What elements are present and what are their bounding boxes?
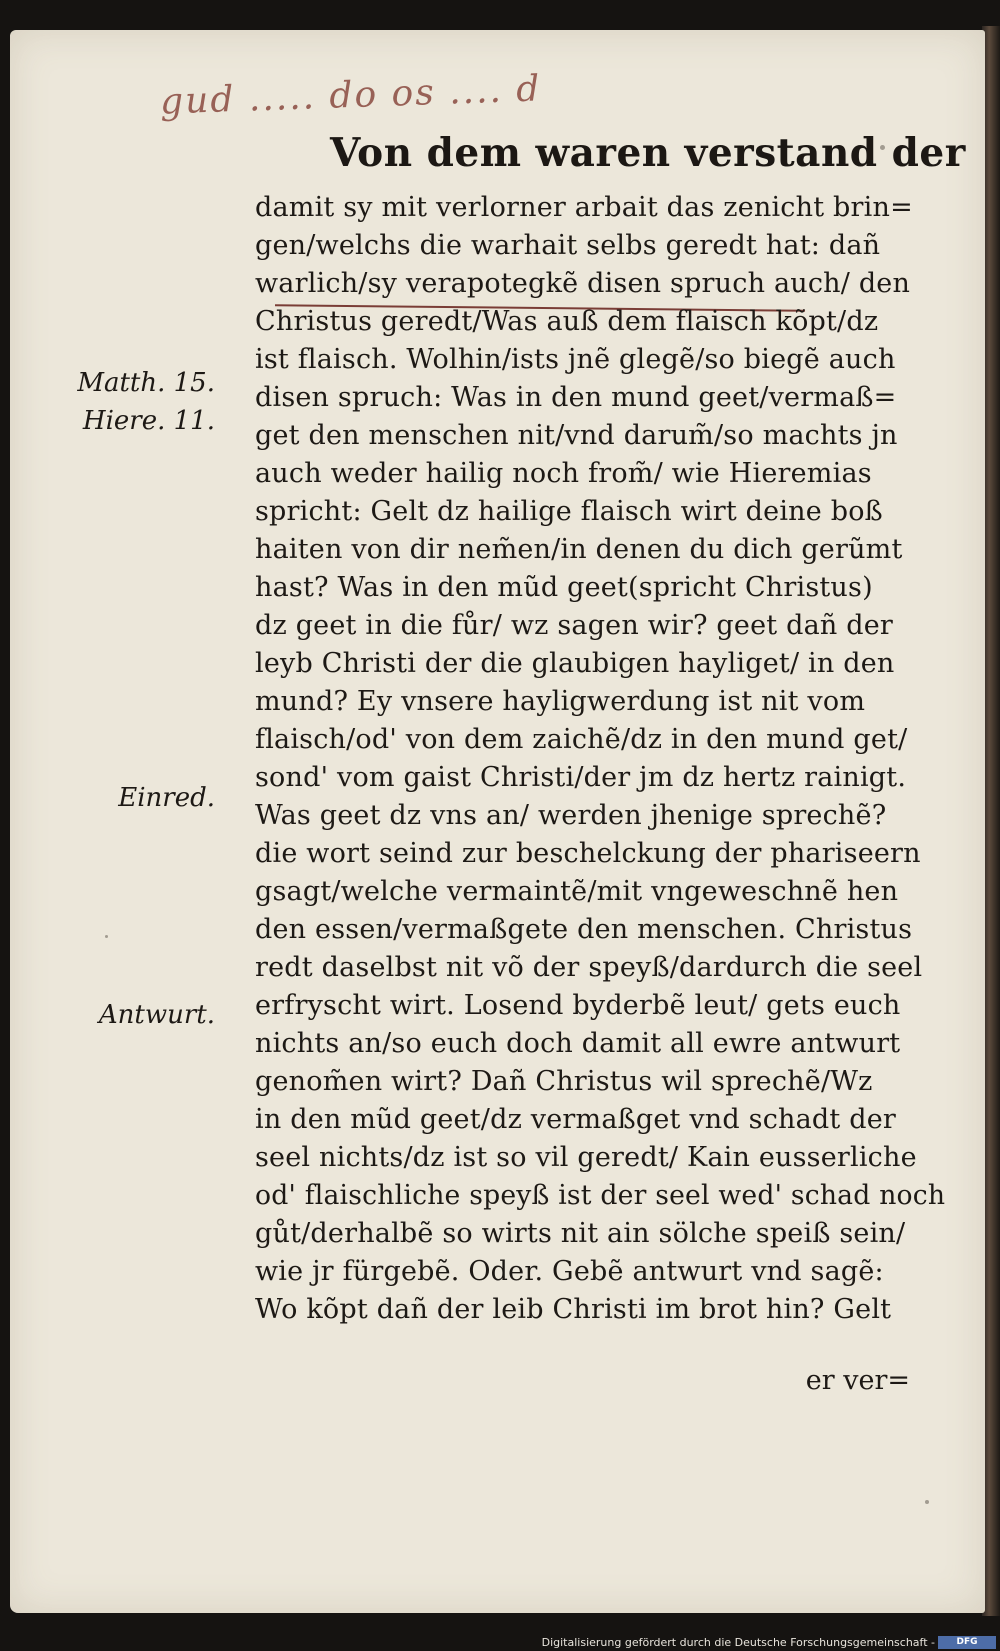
text-line: leyb Christi der die glaubigen hayliget/ in den (255, 648, 895, 679)
paper-speck (880, 145, 885, 150)
text-line: erfryscht wirt. Losend byderbẽ leut/ gets euch (255, 990, 901, 1021)
text-line: den essen/vermaßgete den menschen. Christus (255, 914, 913, 945)
text-line: damit sy mit verlorner arbait das zenicht brin= (255, 192, 913, 223)
text-line: seel nichts/dz ist so vil geredt/ Kain eusserliche (255, 1142, 917, 1173)
text-line: od' flaischliche speyß ist der seel wed' schad noch (255, 1180, 946, 1211)
paper-speck (105, 935, 108, 938)
text-line: die wort seind zur beschelckung der phariseern (255, 838, 921, 869)
marginal-note-hiere: Hiere. 11. (82, 406, 215, 436)
text-line: spricht: Gelt dz hailige flaisch wirt deine boß (255, 496, 883, 527)
text-line: redt daselbst nit võ der speyß/dardurch die seel (255, 952, 923, 983)
text-line: ist flaisch. Wolhin/ists jnẽ glegẽ/so biegẽ auch (255, 344, 896, 375)
text-line: warlich/sy verapotegkẽ disen spruch auch/ den (255, 268, 911, 299)
marginal-note-antwurt: Antwurt. (98, 1000, 215, 1030)
text-line: genom̃en wirt? Dañ Christus wil sprechẽ/Wz (255, 1066, 873, 1097)
footer-credit: Digitalisierung gefördert durch die Deutsche Forschungsgemeinschaft - (541, 1636, 935, 1649)
text-line: Christus geredt/Was auß dem flaisch kõpt/dz (255, 306, 879, 337)
text-line: gen/welchs die warhait selbs geredt hat: dañ (255, 230, 881, 261)
text-line: sond' vom gaist Christi/der jm dz hertz rainigt. (255, 762, 907, 793)
book-page (10, 30, 985, 1613)
text-line: hast? Was in den mũd geet(spricht Christus) (255, 572, 873, 603)
text-line: disen spruch: Was in den mund geet/vermaß= (255, 382, 897, 413)
text-line: get den menschen nit/vnd darum̃/so machts jn (255, 420, 898, 451)
text-line: flaisch/od' von dem zaichẽ/dz in den mund get/ (255, 724, 908, 755)
running-head: Von dem waren verstand der (330, 130, 966, 176)
marginal-note-matth: Matth. 15. (77, 368, 215, 398)
marginal-note-einred: Einred. (118, 783, 215, 813)
text-line: haiten von dir nem̃en/in denen du dich gerũmt (255, 534, 903, 565)
handwritten-note: gud ..... do os .... d (159, 68, 543, 123)
text-line: in den mũd geet/dz vermaßget vnd schadt der (255, 1104, 897, 1135)
text-line: Wo kõpt dañ der leib Christi im brot hin? Gelt (255, 1294, 892, 1325)
text-line: gsagt/welche vermaintẽ/mit vngeweschnẽ hen (255, 876, 899, 907)
catchword: er ver= (805, 1365, 910, 1396)
text-line: auch weder hailig noch from̃/ wie Hieremias (255, 458, 872, 489)
text-line: wie jr fürgebẽ. Oder. Gebẽ antwurt vnd sagẽ: (255, 1256, 884, 1287)
text-line: dz geet in die fůr/ wz sagen wir? geet dañ der (255, 610, 894, 641)
text-line: nichts an/so euch doch damit all ewre antwurt (255, 1028, 901, 1059)
paper-speck (925, 1500, 929, 1504)
dfg-logo: DFG (938, 1636, 996, 1649)
text-line: gůt/derhalbẽ so wirts nit ain sölche speiß sein/ (255, 1218, 906, 1249)
text-line: mund? Ey vnsere hayligwerdung ist nit vom (255, 686, 866, 717)
text-line: Was geet dz vns an/ werden jhenige sprechẽ? (255, 800, 887, 831)
